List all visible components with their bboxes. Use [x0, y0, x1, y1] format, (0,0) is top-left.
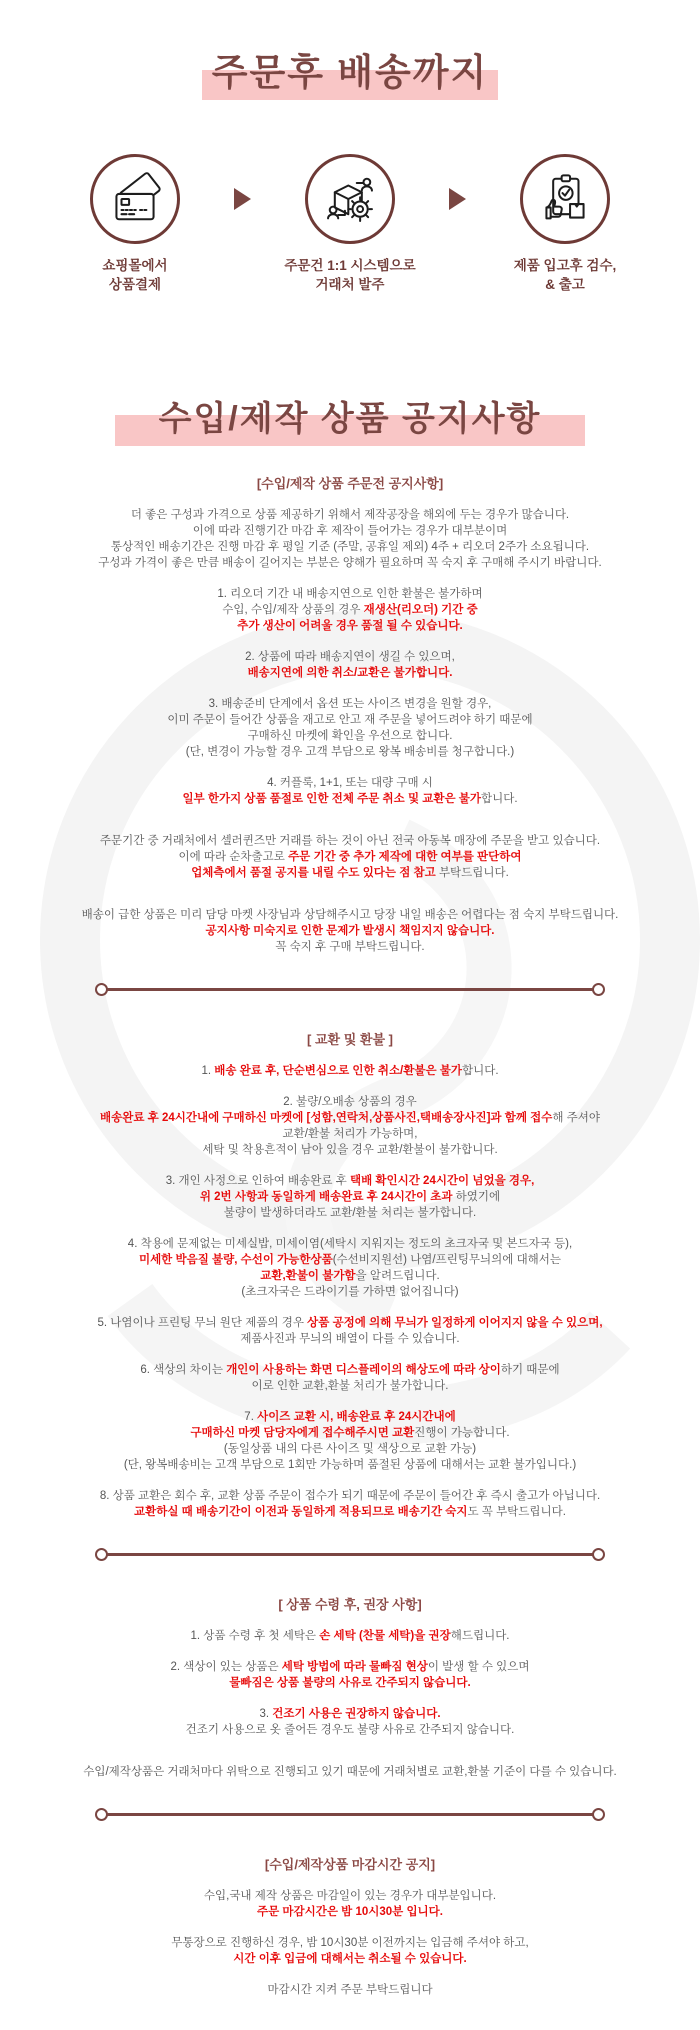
- emphasis-text: 손 세탁 (찬물 세탁)을 권장: [319, 1629, 451, 1642]
- text-line: [0, 775, 700, 791]
- text-line: [0, 602, 700, 618]
- divider-line: [107, 988, 593, 991]
- text-segment: 2. 상품에 따라 배송지연이 생길 수 있으며,: [245, 650, 455, 663]
- text-segment: 수입,국내 제작 상품은 마감일이 있는 경우가 대부분입니다.: [203, 1889, 497, 1902]
- text-line: [0, 1675, 700, 1691]
- emphasis-text: 시간 이후 입금에 대해서는 취소될 수 있습니다.: [233, 1952, 467, 1965]
- paragraph: [0, 1173, 700, 1221]
- text-line: [0, 696, 700, 712]
- paragraph: [0, 1982, 700, 1998]
- paragraph: [0, 1888, 700, 1920]
- text-line: [0, 507, 700, 523]
- emphasis-text: 건조기 사용은 권장하지 않습니다.: [272, 1707, 441, 1720]
- process-title-text: 주문후 배송까지: [212, 42, 488, 96]
- text-segment: 3.: [259, 1707, 273, 1720]
- paragraph: [0, 696, 700, 760]
- text-segment: 이로 인한 교환,환불 처리가 불가합니다.: [251, 1379, 449, 1392]
- emphasis-text: 배송 완료 후, 단순변심으로 인한 취소/환불은 불가: [214, 1064, 462, 1077]
- paragraph: [0, 1628, 700, 1644]
- text-line: [0, 1252, 700, 1268]
- section-header: [수입/제작 상품 주문전 공지사항]: [256, 475, 444, 491]
- text-line: [0, 1935, 700, 1951]
- text-line: [0, 1205, 700, 1221]
- text-segment: 4. 착용에 문제없는 미세실밥, 미세이염(세탁시 지워지는 정도의 초크자국 및 본드자국 등),: [127, 1237, 573, 1250]
- text-line: [0, 1659, 700, 1675]
- notice-section: [0, 1857, 700, 1998]
- text-segment: 불량이 발생하더라도 교환/환불 처리는 불가합니다.: [223, 1206, 477, 1219]
- credit-card-icon: [90, 154, 180, 244]
- text-segment: 해드립니다.: [450, 1629, 510, 1642]
- text-segment: 주문기간 중 거래처에서 셀러퀸즈만 거래를 하는 것이 아닌 전국 아동복 매장에 주문을 받고 있습니다.: [99, 834, 601, 847]
- text-line: [0, 665, 700, 681]
- text-line: [0, 1126, 700, 1142]
- text-segment: 8. 상품 교환은 회수 후, 교환 상품 주문이 접수가 되기 때문에 주문이 들어간 후 즉시 출고가 아닙니다.: [99, 1489, 601, 1502]
- notice-section: [0, 476, 700, 955]
- step-label-line: 상품결제: [108, 276, 162, 292]
- text-segment: 1. 상품 수령 후 첫 세탁은: [190, 1629, 320, 1642]
- text-line: [0, 1722, 700, 1738]
- notice-body: [0, 476, 700, 1998]
- text-segment: 통상적인 배송기간은 진행 마감 후 평일 기준 (주말, 공휴일 제외) 4주 + 리오더 2주가 소요됩니다.: [110, 540, 590, 553]
- text-segment: 건조기 사용으로 옷 줄어든 경우도 불량 사유로 간주되지 않습니다.: [185, 1723, 515, 1736]
- step-label: [514, 257, 617, 295]
- paragraph: [0, 1764, 700, 1780]
- text-segment: 마감시간 지켜 주문 부탁드립니다: [267, 1983, 433, 1996]
- text-segment: 하였기에: [452, 1190, 501, 1203]
- text-line: [0, 865, 700, 881]
- text-segment: 구성과 가격이 좋은 만큼 배송이 길어지는 부분은 양해가 필요하며 꼭 숙지 후 구매해 주시기 바랍니다.: [98, 556, 602, 569]
- notice-title: [0, 295, 700, 440]
- step-label-line: 쇼핑몰에서: [102, 258, 168, 273]
- text-segment: 구매하신 마켓에 확인을 우선으로 합니다.: [247, 729, 453, 742]
- text-line: [0, 1409, 700, 1425]
- emphasis-text: 물빠짐은 상품 불량의 사유로 간주되지 않습니다.: [229, 1676, 471, 1689]
- paragraph: [0, 775, 700, 807]
- text-segment: 수입, 수입/제작 상품의 경우: [222, 603, 364, 616]
- paragraph: [0, 586, 700, 634]
- text-segment: 부탁드립니다.: [435, 866, 509, 879]
- text-line: [0, 1236, 700, 1252]
- text-line: [0, 1628, 700, 1644]
- emphasis-text: 상품 공정에 의해 무늬가 일정하게 이어지지 않을 수 있으며,: [307, 1316, 603, 1329]
- text-line: [0, 939, 700, 955]
- text-segment: 제품사진과 무늬의 배열이 다를 수 있습니다.: [240, 1332, 460, 1345]
- text-line: [0, 1888, 700, 1904]
- text-line: [0, 1189, 700, 1205]
- text-segment: 세탁 및 착용흔적이 남아 있을 경우 교환/환불이 불가합니다.: [202, 1143, 498, 1156]
- emphasis-text: 재생산(리오더) 기간 중: [363, 603, 478, 616]
- text-line: [0, 907, 700, 923]
- emphasis-text: 일부 한가지 상품 품절로 인한 전체 주문 취소 및 교환은 불가: [182, 792, 482, 805]
- text-line: [0, 1110, 700, 1126]
- paragraph: [0, 1362, 700, 1394]
- paragraph: [0, 507, 700, 571]
- text-segment: 6. 색상의 차이는: [140, 1363, 227, 1376]
- text-line: [0, 1142, 700, 1158]
- text-line: [0, 744, 700, 760]
- text-line: [0, 923, 700, 939]
- emphasis-text: 주문 기간 중 추가 제작에 대한 여부를 판단하여: [288, 850, 522, 863]
- text-line: [0, 1331, 700, 1347]
- text-line: [0, 555, 700, 571]
- section-divider: [95, 1548, 605, 1561]
- paragraph: [0, 1236, 700, 1300]
- text-segment: 도 꼭 부탁드립니다.: [467, 1505, 566, 1518]
- emphasis-text: 공지사항 미숙지로 인한 문제가 발생시 책임지지 않습니다.: [205, 924, 495, 937]
- text-line: [0, 539, 700, 555]
- text-segment: 이미 주문이 들어간 상품을 재고로 안고 재 주문을 넣어드려야 하기 때문에: [167, 713, 533, 726]
- text-segment: 이 발생 할 수 있으며: [427, 1660, 530, 1673]
- arrow-right-icon: [449, 188, 466, 210]
- text-segment: 2. 불량/오배송 상품의 경우: [283, 1095, 417, 1108]
- emphasis-text: 미세한 박음질 불량, 수선이 가능한상품: [138, 1253, 333, 1266]
- step-label-line: 제품 입고후 검수,: [513, 258, 617, 273]
- text-line: [0, 1706, 700, 1722]
- text-segment: 을 알려드립니다.: [355, 1269, 440, 1282]
- text-segment: (초크자국은 드라이기를 가하면 없어집니다): [241, 1285, 459, 1298]
- step-label: [284, 257, 415, 295]
- step-label-line: 거래처 발주: [315, 276, 385, 292]
- text-line: [0, 833, 700, 849]
- text-segment: 3. 배송준비 단계에서 옵션 또는 사이즈 변경을 원할 경우,: [208, 697, 492, 710]
- text-segment: 5. 나염이나 프린팅 무늬 원단 제품의 경우: [97, 1316, 308, 1329]
- text-line: [0, 618, 700, 634]
- emphasis-text: 택배 확인시간 24시간이 넘었을 경우,: [350, 1174, 535, 1187]
- section-divider: [95, 983, 605, 996]
- text-line: [0, 791, 700, 807]
- inspection-icon: [520, 154, 610, 244]
- text-segment: 수입/제작상품은 거래처마다 위탁으로 진행되고 있기 때문에 거래처별로 교환,환불 기준이 다를 수 있습니다.: [83, 1765, 617, 1778]
- text-line: [0, 649, 700, 665]
- paragraph: [0, 1063, 700, 1079]
- text-line: [0, 712, 700, 728]
- divider-ring-icon: [592, 983, 605, 996]
- section-header: [수입/제작상품 마감시간 공지]: [264, 1856, 436, 1872]
- text-line: [0, 1764, 700, 1780]
- text-line: [0, 1094, 700, 1110]
- text-line: [0, 1457, 700, 1473]
- text-segment: (단, 변경이 가능할 경우 고객 부담으로 왕복 배송비를 청구합니다.): [185, 745, 515, 758]
- order-system-icon: [305, 154, 395, 244]
- emphasis-text: 개인이 사용하는 화면 디스플레이의 해상도에 따라 상이: [226, 1363, 501, 1376]
- text-segment: 1. 리오더 기간 내 배송지연으로 인한 환불은 불가하며: [217, 587, 483, 600]
- section-header: [ 교환 및 환불 ]: [307, 1031, 393, 1047]
- text-line: [0, 1268, 700, 1284]
- paragraph: [0, 649, 700, 681]
- emphasis-text: 세탁 방법에 따라 물빠짐 현상: [281, 1660, 428, 1673]
- process-title: [0, 0, 700, 96]
- text-line: [0, 1284, 700, 1300]
- paragraph: [0, 833, 700, 881]
- text-segment: 교환/환불 처리가 가능하며,: [282, 1127, 418, 1140]
- text-line: [0, 1441, 700, 1457]
- divider-line: [107, 1553, 593, 1556]
- text-line: [0, 1315, 700, 1331]
- divider-ring-icon: [592, 1808, 605, 1821]
- text-segment: 3. 개인 사정으로 인하여 배송완료 후: [165, 1174, 350, 1187]
- emphasis-text: 교환,환불이 불가함: [260, 1269, 356, 1282]
- text-segment: 무통장으로 진행하신 경우, 밤 10시30분 이전까지는 입금해 주셔야 하고,: [171, 1936, 529, 1949]
- text-segment: (동일상품 내의 다른 사이즈 및 색상으로 교환 가능): [223, 1442, 477, 1455]
- emphasis-text: 추가 생산이 어려울 경우 품절 될 수 있습니다.: [237, 619, 463, 632]
- paragraph: [0, 1935, 700, 1967]
- process-step-payment: [42, 154, 228, 295]
- step-label-line: 주문건 1:1 시스템으로: [284, 258, 416, 273]
- text-segment: (단, 왕복배송비는 고객 부담으로 1회만 가능하며 품절된 상품에 대해서는 교환 불가입니다.): [123, 1458, 577, 1471]
- text-line: [0, 523, 700, 539]
- section-divider: [95, 1808, 605, 1821]
- text-line: [0, 1425, 700, 1441]
- text-line: [0, 586, 700, 602]
- text-line: [0, 1982, 700, 1998]
- text-line: [0, 1378, 700, 1394]
- text-line: [0, 1173, 700, 1189]
- section-header: [ 상품 수령 후, 권장 사항]: [278, 1596, 422, 1612]
- text-segment: 1.: [201, 1064, 215, 1077]
- text-line: [0, 1504, 700, 1520]
- text-line: [0, 1904, 700, 1920]
- text-segment: 4. 커플룩, 1+1, 또는 대량 구매 시: [267, 776, 433, 789]
- divider-line: [107, 1813, 593, 1816]
- notice-title-text: 수입/제작 상품 공지사항: [159, 391, 542, 440]
- text-segment: (수선비지원선) 나염/프린팅무늬의에 대해서는: [332, 1253, 562, 1266]
- text-segment: 진행이 가능합니다.: [414, 1426, 510, 1439]
- text-segment: 합니다.: [462, 1064, 499, 1077]
- emphasis-text: 배송지연에 의한 취소/교환은 불가합니다.: [247, 666, 453, 679]
- emphasis-text: 업체측에서 품절 공지를 내릴 수도 있다는 점 참고: [191, 866, 436, 879]
- notice-section: [0, 1032, 700, 1520]
- process-step-inspection: [472, 154, 658, 295]
- paragraph: [0, 907, 700, 955]
- text-line: [0, 1362, 700, 1378]
- paragraph: [0, 1315, 700, 1347]
- paragraph: [0, 1409, 700, 1473]
- paragraph: [0, 1706, 700, 1738]
- emphasis-text: 주문 마감시간은 밤 10시30분 입니다.: [257, 1905, 443, 1918]
- emphasis-text: 위 2번 사항과 동일하게 배송완료 후 24시간이 초과: [199, 1190, 453, 1203]
- text-segment: 7.: [244, 1410, 258, 1423]
- text-line: [0, 849, 700, 865]
- text-segment: 이에 따라 진행기간 마감 후 제작이 들어가는 경우가 대부분이며: [192, 524, 508, 537]
- emphasis-text: 구매하신 마켓 담당자에게 접수해주시면 교환: [190, 1426, 415, 1439]
- paragraph: [0, 1659, 700, 1691]
- notice-section: [0, 1597, 700, 1780]
- text-segment: 이에 따라 순차출고로: [178, 850, 289, 863]
- text-segment: 2. 색상이 있는 상품은: [170, 1660, 282, 1673]
- text-segment: 해 주셔야: [552, 1111, 600, 1124]
- arrow-right-icon: [234, 188, 251, 210]
- emphasis-text: 교환하실 때 배송기간이 이전과 동일하게 적용되므로 배송기간 숙지: [134, 1505, 468, 1518]
- text-segment: 배송이 급한 상품은 미리 담당 마켓 사장님과 상담해주시고 당장 내일 배송은 어렵다는 점 숙지 부탁드립니다.: [81, 908, 619, 921]
- text-line: [0, 1063, 700, 1079]
- text-segment: 합니다.: [481, 792, 518, 805]
- divider-ring-icon: [592, 1548, 605, 1561]
- order-process-steps: [0, 154, 700, 295]
- text-line: [0, 1951, 700, 1967]
- paragraph: [0, 1488, 700, 1520]
- text-segment: 하기 때문에: [500, 1363, 560, 1376]
- step-label: [102, 257, 167, 295]
- paragraph: [0, 1094, 700, 1158]
- process-step-order-system: [257, 154, 443, 295]
- text-line: [0, 1488, 700, 1504]
- text-segment: 더 좋은 구성과 가격으로 상품 제공하기 위해서 제작공장을 해외에 두는 경우가 많습니다.: [130, 508, 570, 521]
- step-label-line: & 출고: [545, 276, 585, 292]
- text-line: [0, 728, 700, 744]
- emphasis-text: 사이즈 교환 시, 배송완료 후 24시간내에: [257, 1410, 456, 1423]
- emphasis-text: 배송완료 후 24시간내에 구매하신 마켓에 [성함,연락처,상품사진,택배송장사진]과 함께 접수: [100, 1111, 553, 1124]
- text-segment: 꼭 숙지 후 구매 부탁드립니다.: [275, 940, 425, 953]
